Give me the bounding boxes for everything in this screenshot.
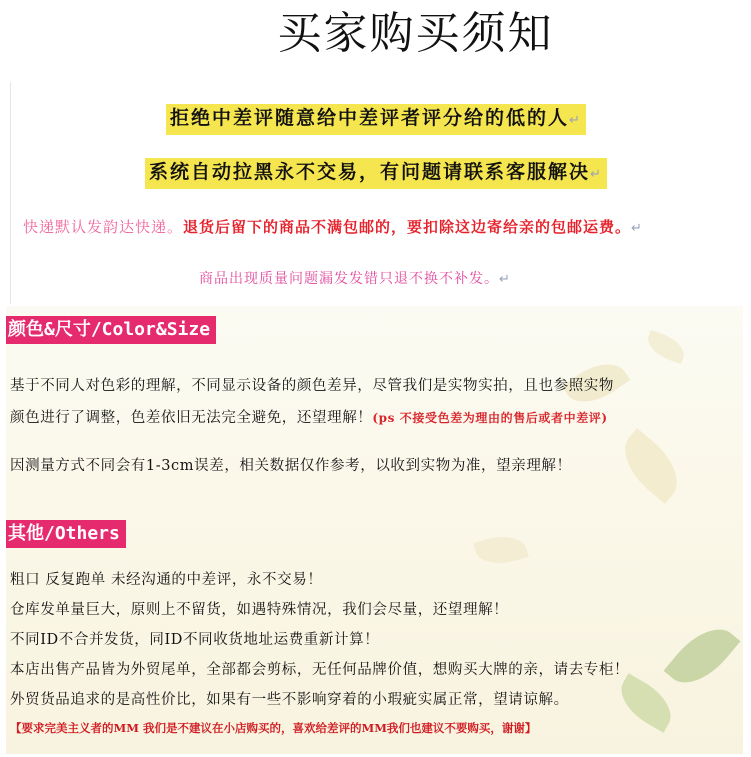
- info-panel: [6, 306, 743, 754]
- paragraph-mark-icon: ↵: [590, 167, 603, 182]
- highlight-no-bad-reviews-text: 拒绝中差评随意给中差评者评分给的低的人: [170, 107, 570, 129]
- others-line-2: 仓库发单量巨大，原则上不留货，如遇特殊情况，我们会尽量，还望理解！: [10, 602, 509, 618]
- section-tag-others: 其他/Others: [6, 520, 126, 548]
- color-difference-note: (ps 不接受色差为理由的售后或者中差评): [372, 411, 608, 425]
- paragraph-mark-icon: ↵: [499, 272, 511, 287]
- perfectionist-warning: 【要求完美主义者的MM 我们是不建议在小店购买的，喜欢给差评的MM我们也建议不要购买，谢谢】: [10, 721, 537, 735]
- quality-policy: [199, 268, 511, 288]
- page-title: 买家购买须知: [277, 8, 554, 59]
- others-line-5: 外贸货品追求的是高性价比，如果有一些不影响穿着的小瑕疵实属正常，望请谅解。: [10, 692, 569, 708]
- color-size-line-3: 因测量方式不同会有1-3cm误差，相关数据仅作参考，以收到实物为准，望亲理解！: [10, 458, 572, 474]
- quality-policy-text: 商品出现质量问题漏发发错只退不换不补发。: [199, 271, 499, 287]
- section-tag-color-size: 颜色&尺寸/Color&Size: [6, 316, 216, 344]
- color-size-line-1: 基于不同人对色彩的理解，不同显示设备的颜色差异，尽管我们是实物实拍，且也参照实物: [10, 378, 614, 394]
- highlight-blacklist: [145, 158, 607, 189]
- highlight-no-bad-reviews: [166, 104, 586, 135]
- others-line-1: 粗口 反复跑单 未经沟通的中差评，永不交易！: [10, 572, 323, 588]
- leaf-decoration: [643, 330, 688, 364]
- paragraph-mark-icon: ↵: [631, 221, 643, 236]
- others-line-3: 不同ID不合并发货，同ID不同收货地址运费重新计算！: [10, 632, 380, 648]
- shipping-courier-text: 快递默认发韵达快递。: [23, 218, 184, 236]
- highlight-blacklist-text: 系统自动拉黑永不交易，有问题请联系客服解决: [149, 161, 591, 183]
- leaf-decoration: [611, 428, 690, 504]
- color-size-line-2-text: 颜色进行了调整，色差依旧无法完全避免，还望理解！: [10, 410, 373, 426]
- leaf-decoration: [473, 530, 529, 570]
- leaf-decoration: [664, 616, 741, 697]
- return-shipping-text: 退货后留下的商品不满包邮的，要扣除这边寄给亲的包邮运费。: [183, 218, 632, 236]
- shipping-policy: [23, 216, 643, 237]
- color-size-line-2: [10, 406, 608, 427]
- paragraph-mark-icon: ↵: [569, 113, 582, 128]
- notice-block: [10, 82, 746, 304]
- others-line-4: 本店出售产品皆为外贸尾单，全部都会剪标，无任何品牌价值，想购买大牌的亲，请去专柜！: [10, 662, 630, 678]
- leaf-decoration: [612, 673, 681, 732]
